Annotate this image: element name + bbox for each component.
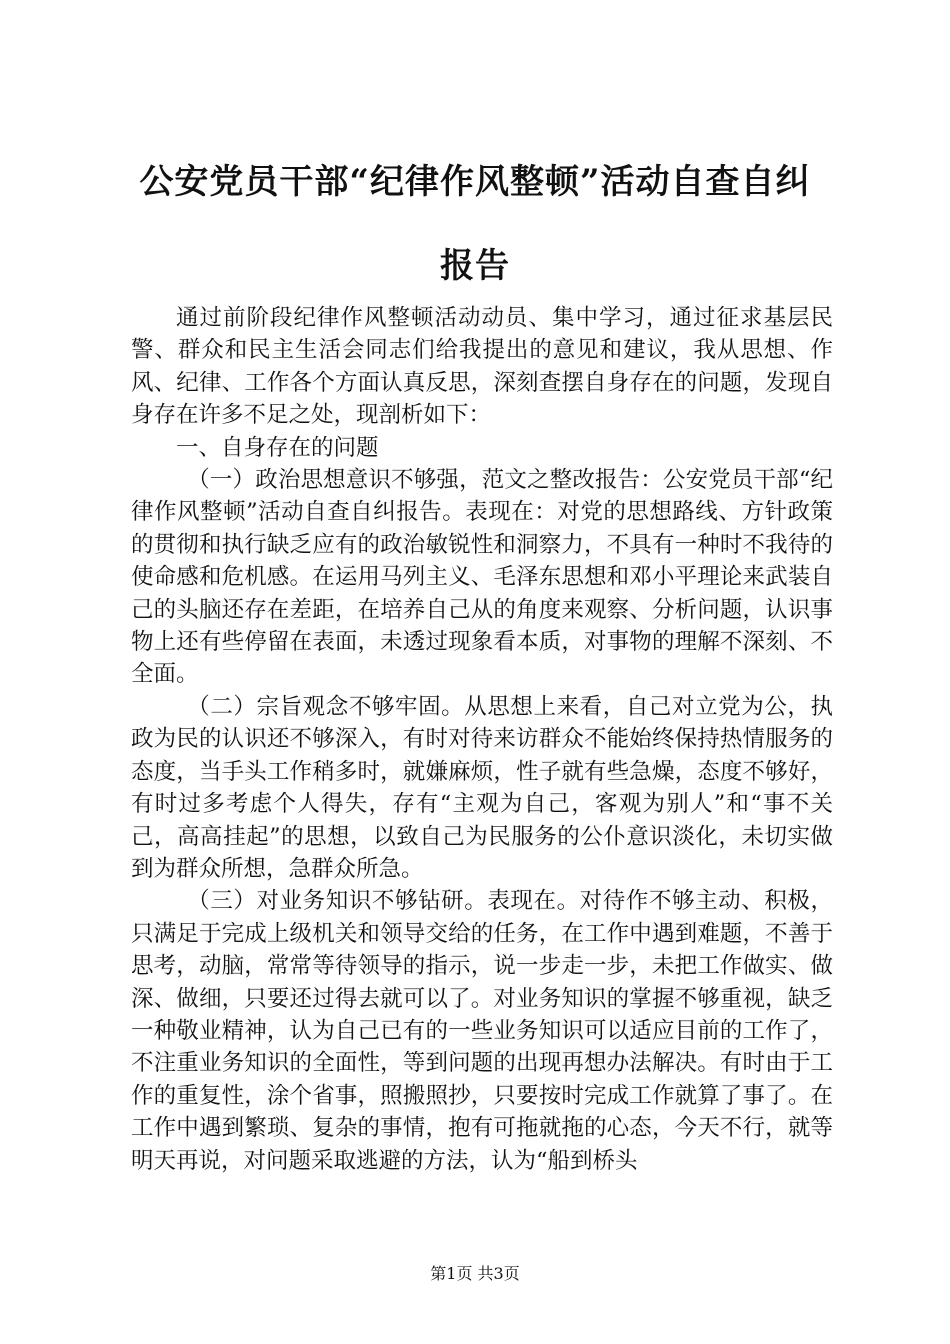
document-title-continued: 报告 — [440, 246, 510, 286]
section-heading: 一、自身存在的问题 — [176, 434, 379, 461]
intro-paragraph: 通过前阶段纪律作风整顿活动动员、集中学习，通过征求基层民警、群众和民主生活会同志们给我提出的意见和建议，我从思想、作风、纪律、工作各个方面认真反思，深刻查摆自身存在的问题，发现自身存在许多不足之处，现剖析如下： — [131, 305, 833, 429]
document-title: 公安党员干部“纪律作风整顿”活动自查自纠 — [139, 162, 811, 202]
document-body — [131, 302, 833, 1177]
paragraph-item-3: （三）对业务知识不够钻研。表现在。对待作不够主动、积极，只满足于完成上级机关和领导交给的任务，在工作中遇到难题，不善于思考，动脑，常常等待领导的指示，说一步走一步，未把工作做实、做深、做细，只要还过得去就可以了。对业务知识的掌握不够重视，缺乏一种敬业精神，认为自己已有的一些业务知识可以适应目前的工作了，不注重业务知识的全面性，等到问题的出现再想办法解决。有时由于工作的重复性，涂个省事，照搬照抄，只要按时完成工作就算了事了。在工作中遇到繁琐、复杂的事情，抱有可拖就拖的心态，今天不行，就等明天再说，对问题采取逃避的方法，认为“船到桥头 — [131, 888, 833, 1174]
paragraph-item-2: （二）宗旨观念不够牢固。从思想上来看，自己对立党为公，执政为民的认识还不够深入，有时对待来访群众不能始终保持热情服务的态度，当手头工作稍多时，就嫌麻烦，性子就有些急燥，态度不够好，有时过多考虑个人得失，存有“主观为自己，客观为别人”和“事不关己，高高挂起”的思想，以致自己为民服务的公仆意识淡化，未切实做到为群众所想，急群众所急。 — [131, 693, 833, 882]
page-footer: 第1页 共3页 — [430, 1264, 520, 1283]
paragraph-item-1: （一）政治思想意识不够强，范文之整改报告：公安党员干部“纪律作风整顿”活动自查自纠报告。表现在：对党的思想路线、方针政策的贯彻和执行缺乏应有的政治敏锐性和洞察力，不具有一种时不我待的使命感和危机感。在运用马列主义、毛泽东思想和邓小平理论来武装自己的头脑还存在差距，在培养自己从的角度来观察、分析问题，认识事物上还有些停留在表面，未透过现象看本质，对事物的理解不深刻、不全面。 — [131, 467, 833, 688]
